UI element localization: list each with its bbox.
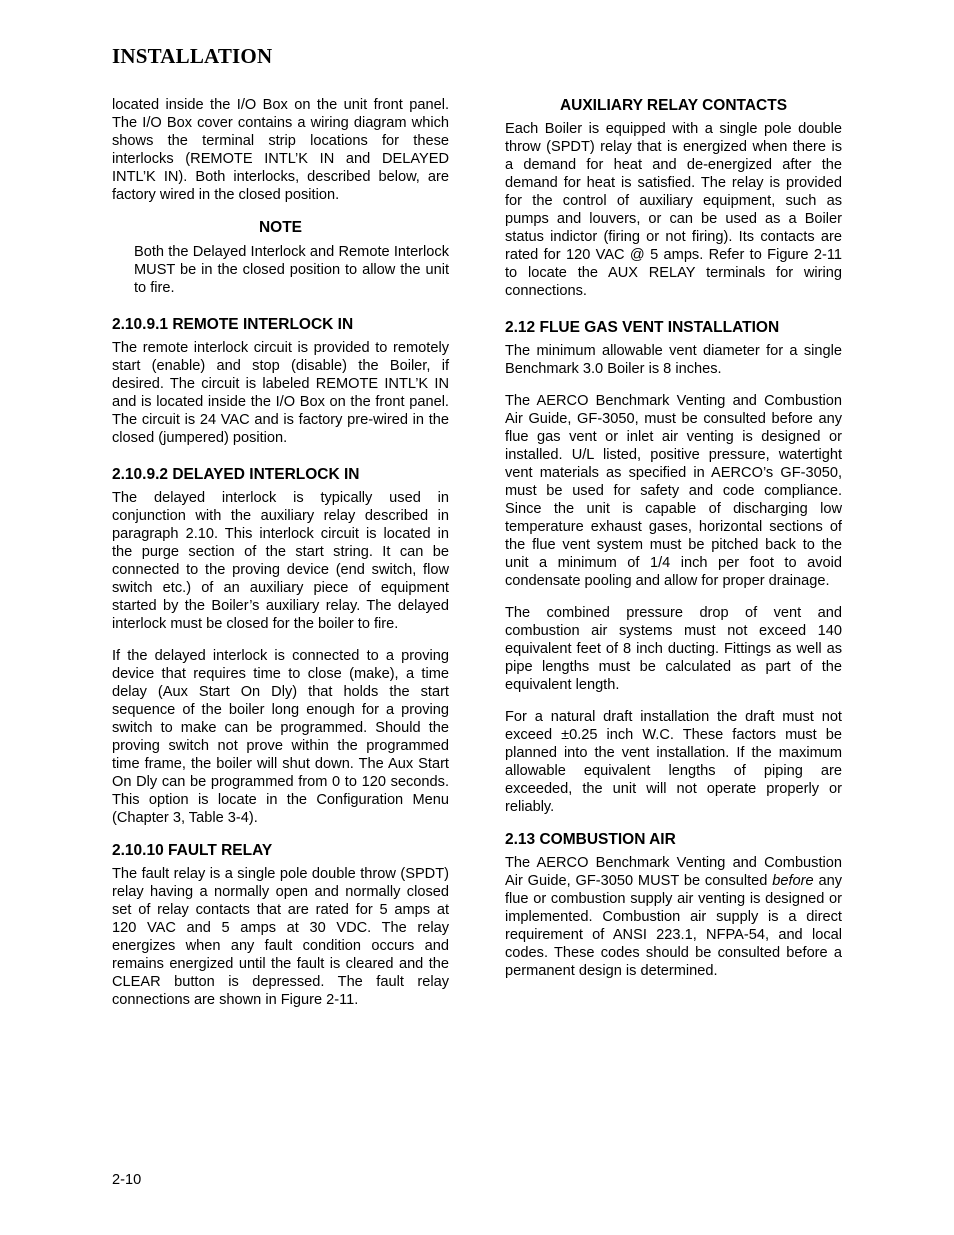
right-column (505, 96, 842, 994)
flue-gas-vent-heading: 2.12 FLUE GAS VENT INSTALLATION (505, 319, 780, 336)
fault-relay-paragraph: The fault relay is a single pole double throw (SPDT) relay having a normally open and normally closed set of relay contacts that are rated for 5 amps at 120 VAC and 5 amps at 30 VDC. The relay energizes when any fault condition occurs and remains energized until the fault is cleared and the CLEAR button is depressed. The fault relay connections are shown in Figure 2-11. (112, 866, 449, 1008)
flue-gas-vent-paragraph-3: The combined pressure drop of vent and combustion air systems must not exceed 140 equivalent feet of 8 inch ducting. Fittings as well as pipe lengths must be calculated as part of the equivalent length. (505, 605, 842, 693)
combustion-air-emphasis: before (772, 873, 814, 889)
aux-relay-paragraph: Each Boiler is equipped with a single pole double throw (SPDT) relay that is energized when there is a demand for heat and de-energized after the demand for heat is satisfied. The relay is provided for the control of auxiliary equipment, such as pumps and louvers, or can be used as a Boiler status indictor (firing or not firing). Its contacts are rated for 120 VAC @ 5 amps. Refer to Figure 2-11 to locate the AUX RELAY terminals for wiring connections. (505, 121, 842, 299)
flue-gas-vent-paragraph-1: The minimum allowable vent diameter for a single Benchmark 3.0 Boiler is 8 inches. (505, 343, 842, 377)
fault-relay-heading: 2.10.10 FAULT RELAY (112, 842, 273, 859)
page-number: 2-10 (112, 1172, 142, 1188)
combustion-air-text-a: The AERCO Benchmark Venting and Combustion Air Guide, GF-3050 MUST be consulted (505, 855, 842, 889)
left-column (112, 96, 449, 1023)
combustion-air-paragraph (505, 854, 842, 980)
remote-interlock-paragraph: The remote interlock circuit is provided to remotely start (enable) and stop (disable) the Boiler, if desired. The circuit is labeled REMOTE INTL’K IN and is located inside the I/O Box on the front panel. The circuit is 24 VAC and is factory pre-wired in the closed (jumpered) position. (112, 340, 449, 446)
flue-gas-vent-paragraph-2: The AERCO Benchmark Venting and Combustion Air Guide, GF-3050, must be consulted before any flue gas vent or inlet air venting is designed or installed. U/L listed, positive pressure, watertight vent materials as specified in AERCO’s GF-3050, must be used for safety and code compliance. Since the unit is capable of discharging low temperature exhaust gases, horizontal sections of the flue vent system must be pitched back to the unit a minimum of 1/4 inch per foot to avoid condensate pooling and allow for proper drainage. (505, 393, 842, 589)
combustion-air-text-b: any flue or combustion supply air venting is designed or implemented. Combustion air supply is a direct requirement of ANSI 223.1, NFPA-54, and local codes. These codes should be consulted before a permanent design is determined. (505, 873, 842, 979)
note-body: Both the Delayed Interlock and Remote Interlock MUST be in the closed position to allow the unit to fire. (134, 244, 449, 296)
note-title: NOTE (258, 219, 303, 236)
aux-relay-heading: AUXILIARY RELAY CONTACTS (559, 97, 788, 114)
page-title: INSTALLATION (112, 44, 273, 68)
delayed-interlock-paragraph-1: The delayed interlock is typically used in conjunction with the auxiliary relay described in paragraph 2.10. This interlock circuit is located in the purge section of the start string. It can be connected to the proving device (end switch, flow switch etc.) of an auxiliary piece of equipment started by the Boiler’s auxiliary relay. The delayed interlock must be closed for the boiler to fire. (112, 490, 449, 632)
remote-interlock-heading: 2.10.9.1 REMOTE INTERLOCK IN (112, 316, 354, 333)
flue-gas-vent-paragraph-4: For a natural draft installation the draft must not exceed ±0.25 inch W.C. These factors must be planned into the vent installation. If the maximum allowable equivalent lengths of piping are exceeded, the unit will not operate properly or reliably. (505, 709, 842, 815)
delayed-interlock-paragraph-2: If the delayed interlock is connected to a proving device that requires time to close (make), a time delay (Aux Start On Dly) that holds the start sequence of the boiler long enough for a proving switch to make can be programmed. Should the proving switch not prove within the programmed time frame, the boiler will shut down. The Aux Start On Dly can be programmed from 0 to 120 seconds. This option is locate in the Configuration Menu (Chapter 3, Table 3-4). (112, 648, 449, 826)
combustion-air-heading: 2.13 COMBUSTION AIR (505, 831, 676, 848)
delayed-interlock-heading: 2.10.9.2 DELAYED INTERLOCK IN (112, 466, 360, 483)
intro-paragraph: located inside the I/O Box on the unit front panel. The I/O Box cover contains a wiring diagram which shows the terminal strip locations for these interlocks (REMOTE INTL’K IN and DELAYED INTL’K IN). Both interlocks, described below, are factory wired in the closed position. (112, 97, 449, 203)
